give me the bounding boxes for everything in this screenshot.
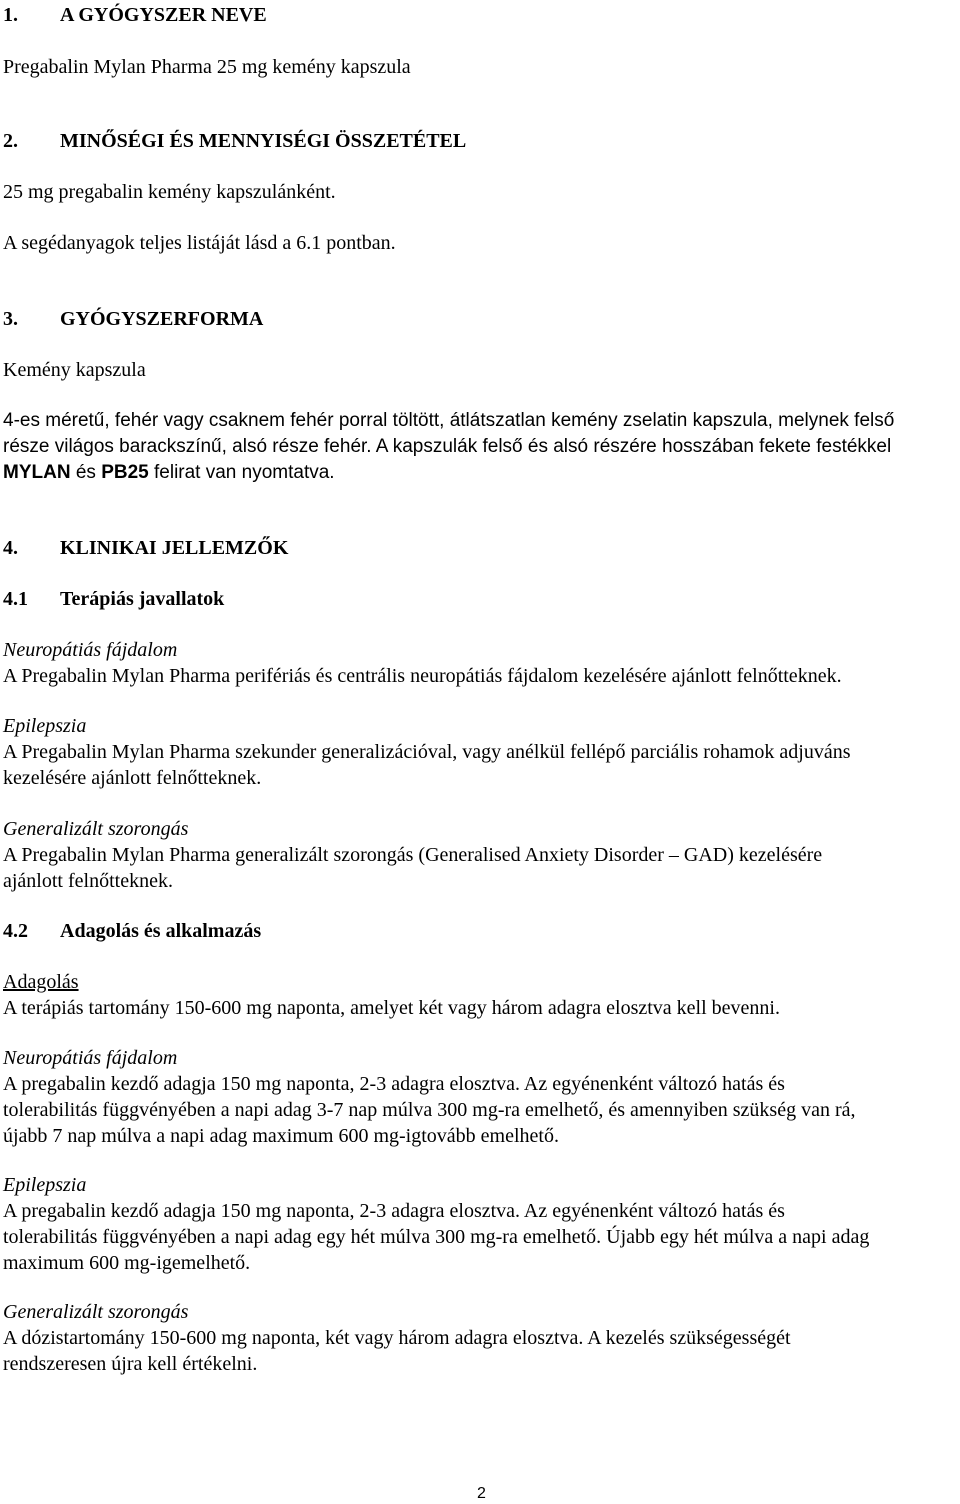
capsule-description-line-2: része világos barackszínű, alsó része fehér. A kapszulák felső és alsó részére hosszában fekete festékkel xyxy=(3,436,892,457)
dosage-epilepsy-line-1: A pregabalin kezdő adagja 150 mg naponta, 2-3 adagra elosztva. Az egyénenként változó hatás és xyxy=(3,1200,785,1222)
indication-epilepsy-heading: Epilepszia xyxy=(3,715,87,737)
dosage-epilepsy-line-2: tolerabilitás függvényében a napi adag egy hét múlva 300 mg-ra emelhető. Újabb egy hét múlva a napi adag xyxy=(3,1226,870,1248)
dosage-gad-heading: Generalizált szorongás xyxy=(3,1301,189,1323)
indication-epilepsy-line-1: A Pregabalin Mylan Pharma szekunder generalizációval, vagy anélkül fellépő parciális rohamok adjuváns xyxy=(3,741,851,763)
section-4-1-heading: 4.1 Terápiás javallatok xyxy=(3,588,225,610)
dosage-neuropathic-line-1: A pregabalin kezdő adagja 150 mg naponta, 2-3 adagra elosztva. Az egyénenként változó hatás és xyxy=(3,1073,785,1095)
indication-gad-heading: Generalizált szorongás xyxy=(3,818,189,840)
section-2-heading: 2. MINŐSÉGI ÉS MENNYISÉGI ÖSSZETÉTEL xyxy=(3,130,467,152)
dosage-heading: Adagolás xyxy=(3,971,79,993)
capsule-description-line-3: MYLAN és PB25 felirat van nyomtatva. xyxy=(3,462,335,483)
pharmaceutical-form: Kemény kapszula xyxy=(3,359,146,381)
dosage-text: A terápiás tartomány 150-600 mg naponta, amelyet két vagy három adagra elosztva kell bevenni. xyxy=(3,997,780,1019)
page-number: 2 xyxy=(477,1485,486,1502)
indication-gad-line-2: ajánlott felnőtteknek. xyxy=(3,870,173,892)
excipients-text: A segédanyagok teljes listáját lásd a 6.1 pontban. xyxy=(3,232,396,254)
dosage-gad-line-2: rendszeresen újra kell értékelni. xyxy=(3,1353,258,1375)
indication-neuropathic-text: A Pregabalin Mylan Pharma perifériás és centrális neuropátiás fájdalom kezelésére ajánlott felnőtteknek. xyxy=(3,665,842,687)
section-4-2-heading: 4.2 Adagolás és alkalmazás xyxy=(3,920,262,942)
dosage-neuropathic-line-3: újabb 7 nap múlva a napi adag maximum 600 mg-igtovább emelhető. xyxy=(3,1125,559,1147)
dosage-neuropathic-heading: Neuropátiás fájdalom xyxy=(3,1047,178,1069)
dosage-epilepsy-heading: Epilepszia xyxy=(3,1174,87,1196)
indication-gad-line-1: A Pregabalin Mylan Pharma generalizált szorongás (Generalised Anxiety Disorder – GAD) kezelésére xyxy=(3,844,823,866)
drug-name: Pregabalin Mylan Pharma 25 mg kemény kapszula xyxy=(3,56,411,78)
composition-text: 25 mg pregabalin kemény kapszulánként. xyxy=(3,181,336,203)
section-3-heading: 3. GYÓGYSZERFORMA xyxy=(3,308,264,330)
section-1-heading: 1. A GYÓGYSZER NEVE xyxy=(3,4,267,26)
indication-epilepsy-line-2: kezelésére ajánlott felnőtteknek. xyxy=(3,767,262,789)
dosage-gad-line-1: A dózistartomány 150-600 mg naponta, két vagy három adagra elosztva. A kezelés szükségességét xyxy=(3,1327,791,1349)
dosage-neuropathic-line-2: tolerabilitás függvényében a napi adag 3-7 nap múlva 300 mg-ra emelhető, és amennyiben szükség van rá, xyxy=(3,1099,856,1121)
section-4-heading: 4. KLINIKAI JELLEMZŐK xyxy=(3,537,289,559)
indication-neuropathic-heading: Neuropátiás fájdalom xyxy=(3,639,178,661)
capsule-description-line-1: 4-es méretű, fehér vagy csaknem fehér porral töltött, átlátszatlan kemény zselatin kapszula, melynek felső xyxy=(3,410,895,431)
dosage-epilepsy-line-3: maximum 600 mg-igemelhető. xyxy=(3,1252,251,1274)
